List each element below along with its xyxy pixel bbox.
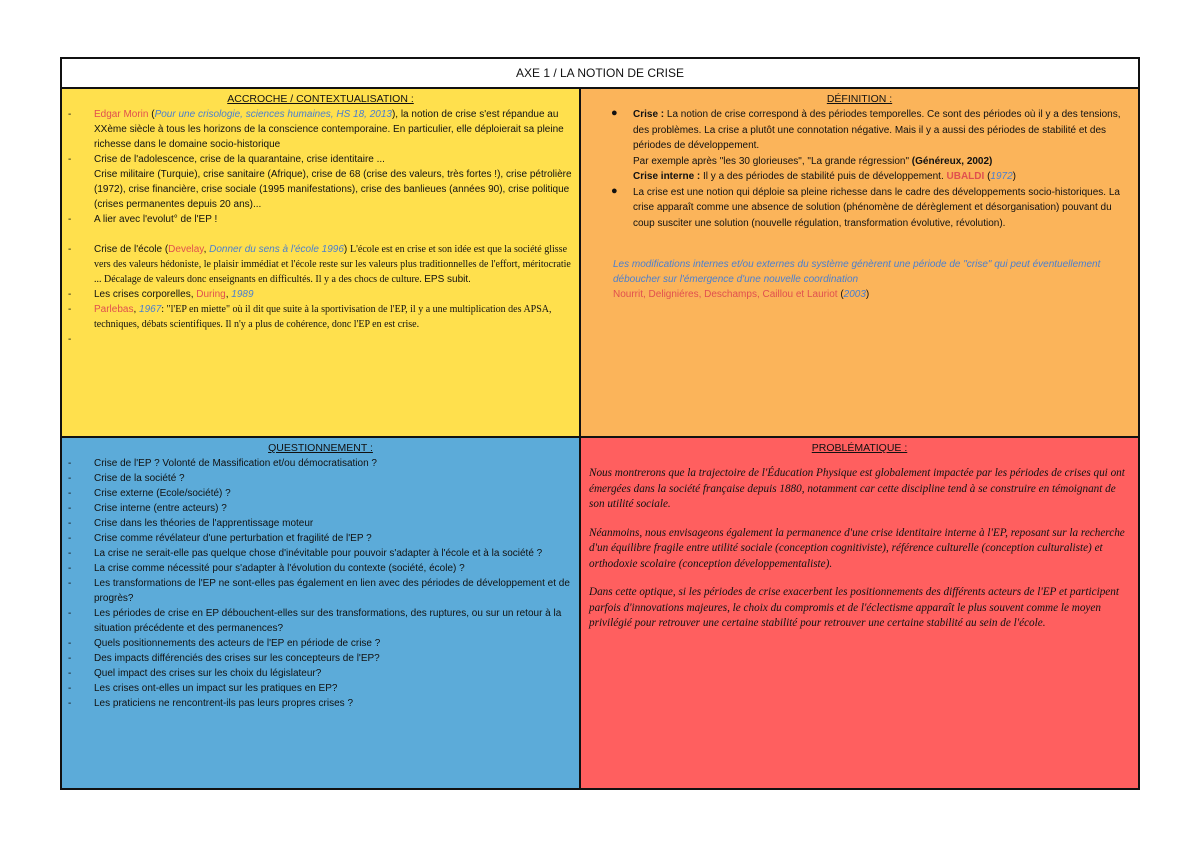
question-text: Crise de la société ? <box>94 473 185 484</box>
author-name: Edgar Morin <box>94 109 149 120</box>
list-item <box>68 107 573 152</box>
question-text: Des impacts différenciés des crises sur les concepteurs de l'EP? <box>94 653 380 664</box>
dash-bullet: - <box>68 244 72 255</box>
dash-bullet: - <box>68 533 72 544</box>
author-name: During <box>196 289 226 300</box>
list-item <box>68 696 573 711</box>
list-item <box>68 546 573 561</box>
list-item <box>68 332 573 347</box>
question-text: Crise interne (entre acteurs) ? <box>94 503 227 514</box>
question-text: Les praticiens ne rencontrent-ils pas leurs propres crises ? <box>94 698 354 709</box>
dot-bullet: ● <box>611 184 618 197</box>
item-text: Les crises corporelles, <box>94 289 197 300</box>
question-text: Crise de l'EP ? Volonté de Massification et/ou démocratisation ? <box>94 458 377 469</box>
list-item <box>68 531 573 546</box>
dash-bullet: - <box>68 698 72 709</box>
ref-paren: ( <box>837 289 844 300</box>
author-name: UBALDI <box>946 171 985 182</box>
question-text: Les périodes de crise en EP débouchent-elles sur des transformations, des ruptures, ou sur un retour à la situation précédente et des permanences? <box>94 608 562 634</box>
reference: 1972 <box>990 171 1013 182</box>
question-text: La crise ne serait-elle pas quelque chose d'inévitable pour pouvoir s'adapter à l'école et à la société ? <box>94 548 543 559</box>
problematique-heading: PROBLÉMATIQUE : <box>811 442 908 454</box>
questionnement-list <box>62 456 579 711</box>
quote-text: Les modifications internes et/ou externes du système génèrent une période de "crise" qui peut éventuellement déboucher sur l'émergence d'une nouvelle coordination <box>613 259 1101 285</box>
dash-bullet: - <box>68 683 72 694</box>
list-item <box>611 107 1128 185</box>
list-item <box>68 302 573 332</box>
separator: , <box>203 244 210 255</box>
notion-de-crise-table <box>60 57 1140 790</box>
quote-authors: Nourrit, Deligniéres, Deschamps, Caillou et Lauriot <box>613 289 838 300</box>
spacer <box>94 227 573 242</box>
list-item <box>611 184 1128 232</box>
author-name: Parlebas <box>94 304 134 315</box>
dash-bullet: - <box>68 608 72 619</box>
dash-bullet: - <box>68 638 72 649</box>
question-text: Crise dans les théories de l'apprentissage moteur <box>94 518 314 529</box>
problematique-paragraph: Néanmoins, nous envisageons également la permanence d'une crise identitaire interne à l'EP, reposant sur la recherche d'un équilibre fragile entre utilité sociale (conception cognitiviste), référence culturelle (conception culturaliste) et orthodoxie scolaire (conception développementaliste). <box>589 526 1125 570</box>
accroche-heading: ACCROCHE / CONTEXTUALISATION : <box>227 93 414 105</box>
list-item <box>68 456 573 471</box>
dash-bullet: - <box>68 563 72 574</box>
table-title: AXE 1 / LA NOTION DE CRISE <box>62 59 1138 89</box>
list-item <box>68 561 573 576</box>
list-item <box>68 606 573 636</box>
accroche-section <box>62 89 581 438</box>
dash-bullet: - <box>68 503 72 514</box>
list-item <box>68 636 573 651</box>
item-text: ) <box>343 244 351 255</box>
dash-bullet: - <box>68 578 72 589</box>
list-item <box>68 212 573 227</box>
dash-bullet: - <box>68 154 72 165</box>
term-label: Crise : <box>633 109 665 120</box>
ref-paren: ) <box>1012 171 1016 182</box>
list-item <box>94 167 573 212</box>
item-text: : "l'EP en miette" où il dit que suite à la sportivisation de l'EP, il y a une multiplication des APSA, techniques, débats scientifiques. Il n'y a plus de cohérence, donc l'EP en est crise. <box>94 304 552 330</box>
question-text: La crise comme nécessité pour s'adapter à l'évolution du contexte (société, école) ? <box>94 563 465 574</box>
separator: , <box>133 304 140 315</box>
question-text: Crise externe (Ecole/société) ? <box>94 488 231 499</box>
list-item <box>68 651 573 666</box>
problematique-paragraph: Nous montrerons que la trajectoire de l'Éducation Physique est globalement impactée par les périodes de crises qui ont émergées dans la société française depuis 1880, notamment car cette discipline tend à se construire en témoignant de son utilité sociale. <box>589 467 1125 510</box>
problematique-section <box>581 438 1138 788</box>
dash-bullet: - <box>68 214 72 225</box>
item-text: Crise de l'école ( <box>94 244 169 255</box>
item-text: Crise de l'adolescence, crise de la quarantaine, crise identitaire ... <box>94 154 385 165</box>
reference: Pour une crisologie, sciences humaines, HS 18, 2013 <box>154 109 392 120</box>
definition-heading: DÉFINITION : <box>826 93 893 105</box>
dash-bullet: - <box>68 488 72 499</box>
dot-bullet: ● <box>611 107 618 119</box>
list-item <box>68 486 573 501</box>
dash-bullet: - <box>68 518 72 529</box>
reference: (Généreux, 2002) <box>909 155 993 167</box>
accroche-list <box>62 107 579 347</box>
dash-bullet: - <box>68 548 72 559</box>
item-text: EPS subit. <box>424 274 471 285</box>
ref-paren: ( <box>984 171 991 182</box>
dash-bullet: - <box>68 304 72 315</box>
problematique-paragraph: Dans cette optique, si les périodes de crise exacerbent les positionnements des différents acteurs de l'EP et participent parfois d'innovations majeures, le choix du compromis et de l'éclectisme apparaît le plus souvent comme le moyen privilégié pour retrouver une certaine stabilité pour retrouver une certaine stabilité au sein de l'école. <box>589 586 1119 629</box>
term-label: Crise interne : <box>633 171 701 182</box>
quote-block <box>581 257 1138 302</box>
question-text: Les crises ont-elles un impact sur les pratiques en EP? <box>94 683 338 694</box>
questionnement-heading: QUESTIONNEMENT : <box>268 442 373 454</box>
dash-bullet: - <box>68 458 72 469</box>
reference: 1989 <box>231 289 254 300</box>
item-text: Il y a des périodes de stabilité puis de développement. <box>700 171 947 182</box>
questionnement-section <box>62 438 581 788</box>
item-text: Crise militaire (Turquie), crise sanitaire (Afrique), crise de 68 (crise des valeurs, très fortes !), crise pétrolière (1972), crise financière, crise sociale (1995 manifestations), crise des banlieues (années 90), crise politique (crises permanentes depuis 20 ans)... <box>94 169 572 210</box>
definition-section <box>581 89 1138 438</box>
reference: 2003 <box>843 289 866 300</box>
question-text: Les transformations de l'EP ne sont-elles pas également en lien avec des périodes de développement et de progrès? <box>94 578 570 604</box>
item-text: La notion de crise correspond à des périodes temporelles. Ce sont des périodes où il y a des tensions, des problèmes. La crise a plutôt une connotation négative. Mais il y a aussi des périodes de stabilité et des périodes de développement. <box>633 109 1121 151</box>
ref-paren: ) <box>865 289 870 300</box>
dash-bullet: - <box>68 653 72 664</box>
dash-bullet: - <box>68 334 72 345</box>
dash-bullet: - <box>68 473 72 484</box>
list-item <box>68 576 573 606</box>
reference: Donner du sens à l'école 1996 <box>209 244 344 255</box>
dash-bullet: - <box>68 109 72 120</box>
item-text: A lier avec l'evolut° de l'EP ! <box>94 214 218 225</box>
definition-list <box>581 107 1138 231</box>
separator: , <box>225 289 232 300</box>
list-item <box>68 666 573 681</box>
item-text: La crise est une notion qui déploie sa pleine richesse dans le cadre des développements socio-historiques. La crise apparaît comme une absence de solution (phénomène de dérèglement et désorganisation) pouvant du coup susciter une solution (nouvelle régulation, transformation évolutive, révolution). <box>633 186 1120 229</box>
list-item <box>68 501 573 516</box>
item-text: L'école est en crise et son idée est que la société glisse vers des valeurs hédoniste, le plaisir immédiat et l'école reste sur les valeurs plus traditionnelles de l'effort, méritocratie ... Décalage de valeurs donc enseignants en difficultés. Il y a des chocs de culture. <box>94 244 571 285</box>
question-text: Crise comme révélateur d'une perturbation et fragilité de l'EP ? <box>94 533 372 544</box>
ref-paren: ) <box>391 109 396 120</box>
ref-paren: ( <box>148 109 155 120</box>
list-item <box>68 681 573 696</box>
author-name: Develay <box>168 244 204 255</box>
example-text: Par exemple après "les 30 glorieuses", "La grande régression" <box>633 155 910 167</box>
item-text: , la notion de crise s'est répandue au XXème siècle à tous les horizons de la conscience contemporaine. En particulier, elle déploierait sa pleine richesse dans le domaine socio-historique <box>94 109 564 150</box>
list-item <box>68 516 573 531</box>
question-text: Quel impact des crises sur les choix du législateur? <box>94 668 322 679</box>
reference: 1967 <box>139 304 162 315</box>
list-item <box>68 242 573 287</box>
list-item <box>68 471 573 486</box>
dash-bullet: - <box>68 668 72 679</box>
list-item <box>68 287 573 302</box>
list-item <box>68 152 573 167</box>
dash-bullet: - <box>68 289 72 300</box>
question-text: Quels positionnements des acteurs de l'EP en période de crise ? <box>94 638 381 649</box>
